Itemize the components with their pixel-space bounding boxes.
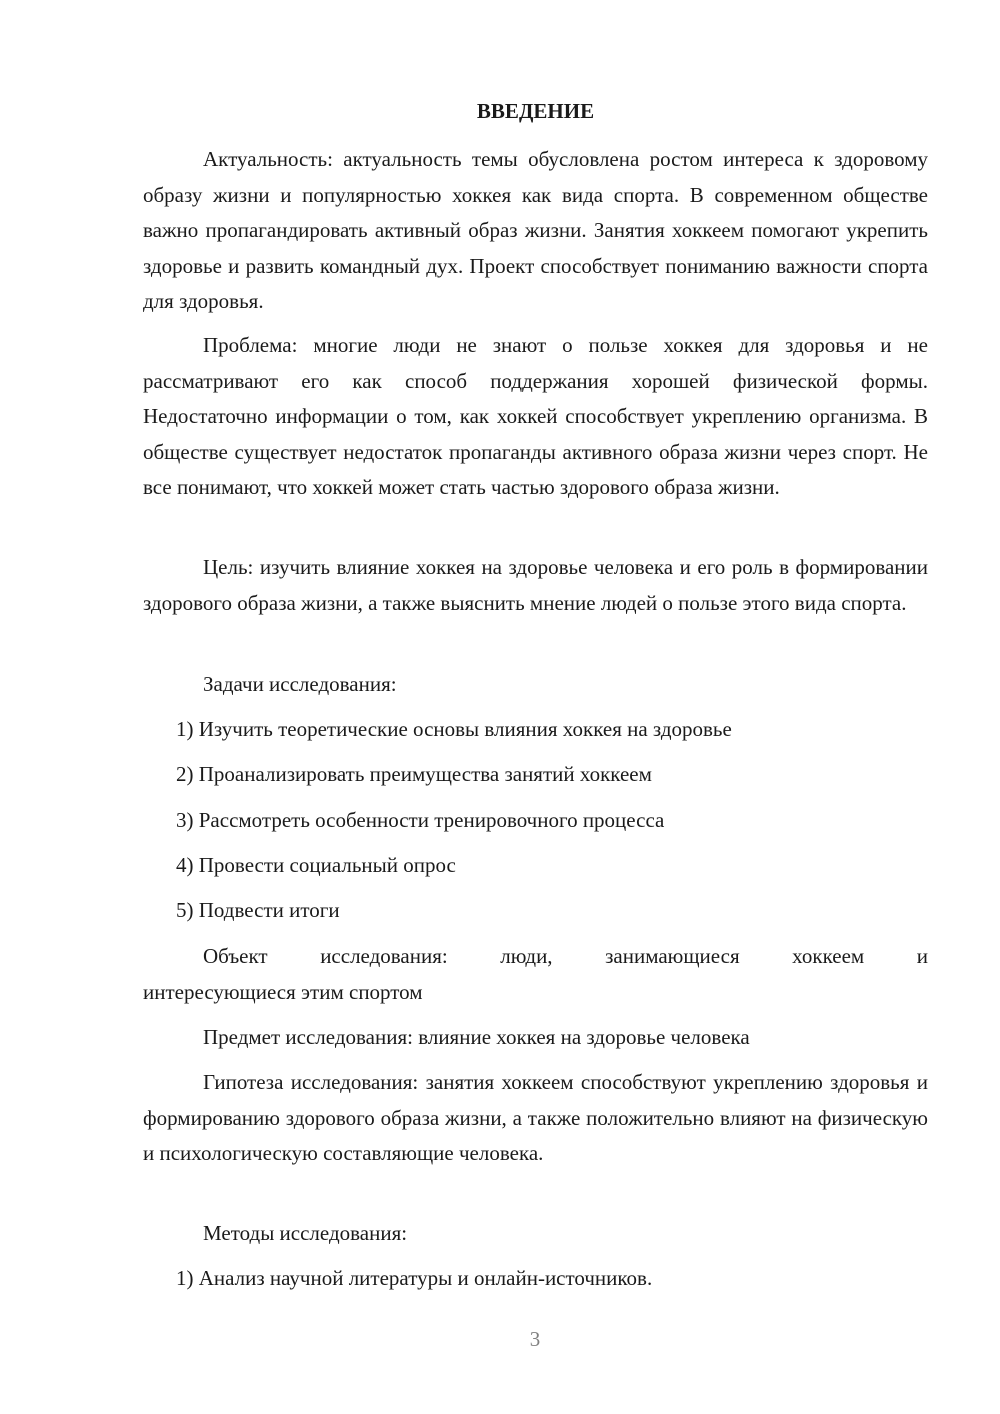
problem-paragraph: Проблема: многие люди не знают о пользе хоккея для здоровья и не рассматривают его как способ поддержания хорошей физической формы. Недостаточно информации о том, как хоккей способствует укреплению организма. В обществе существует недостаток пропаганды активного образа жизни через спорт. Не все понимают, что хоккей может стать частью здорового образа жизни. xyxy=(143,333,928,499)
goal-paragraph: Цель: изучить влияние хоккея на здоровье человека и его роль в формировании здорового образа жизни, а также выяснить мнение людей о пользе этого вида спорта. xyxy=(143,555,928,615)
object-word: Объект xyxy=(203,944,268,968)
task-item-4: 4) Провести социальный опрос xyxy=(176,853,456,877)
subject-line: Предмет исследования: влияние хоккея на здоровье человека xyxy=(203,1025,750,1049)
task-item-2: 2) Проанализировать преимущества занятий хоккеем xyxy=(176,762,652,786)
task-item-1: 1) Изучить теоретические основы влияния хоккея на здоровье xyxy=(176,717,732,741)
methods-heading: Методы исследования: xyxy=(203,1221,408,1245)
page-number: 3 xyxy=(529,1327,541,1351)
task-item-3: 3) Рассмотреть особенности тренировочного процесса xyxy=(176,808,665,832)
method-item-1: 1) Анализ научной литературы и онлайн-источников. xyxy=(176,1266,653,1290)
object-line xyxy=(203,942,928,970)
object-word: занимающиеся xyxy=(605,944,740,968)
task-item-5: 5) Подвести итоги xyxy=(176,898,340,922)
object-continuation: интересующиеся этим спортом xyxy=(143,980,423,1004)
object-word: люди, xyxy=(500,944,553,968)
object-word: исследования: xyxy=(320,944,448,968)
object-word: хоккеем xyxy=(792,944,865,968)
tasks-heading: Задачи исследования: xyxy=(203,672,397,696)
section-title: ВВЕДЕНИЕ xyxy=(476,99,595,123)
object-word: и xyxy=(916,944,928,968)
hypothesis-paragraph: Гипотеза исследования: занятия хоккеем способствуют укреплению здоровья и формированию здорового образа жизни, а также положительно влияют на физическую и психологическую составляющие человека. xyxy=(143,1070,928,1165)
relevance-paragraph: Актуальность: актуальность темы обусловлена ростом интереса к здоровому образу жизни и популярностью хоккея как вида спорта. В современном обществе важно пропагандировать активный образ жизни. Занятия хоккеем помогают укрепить здоровье и развить командный дух. Проект способствует пониманию важности спорта для здоровья. xyxy=(143,147,928,313)
